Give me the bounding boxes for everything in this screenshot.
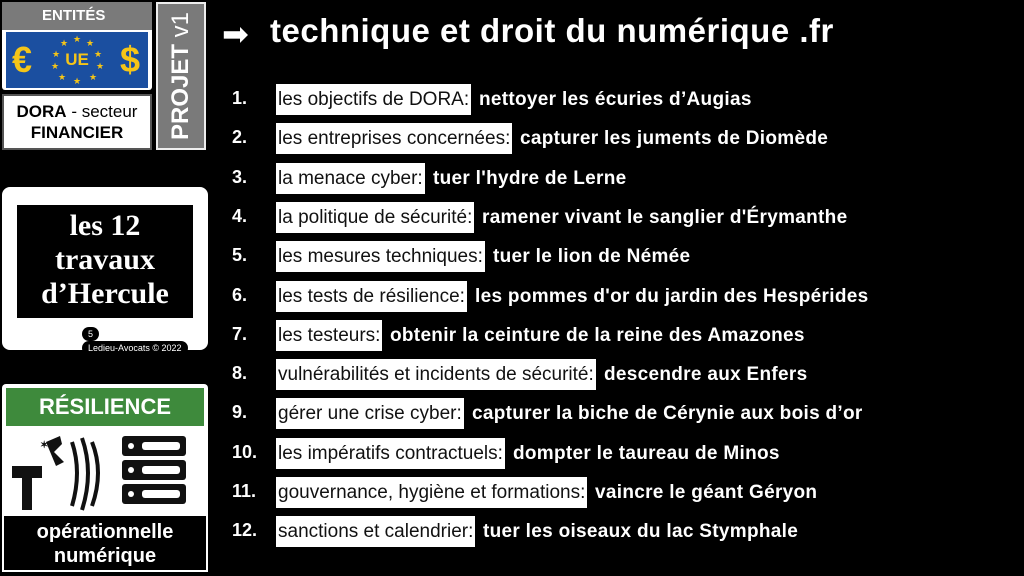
item-labour: les pommes d'or du jardin des Hespérides [469, 281, 874, 312]
entites-panel [2, 2, 152, 90]
item-topic: la menace cyber: [276, 163, 425, 194]
item-labour: capturer les juments de Diomède [514, 123, 834, 154]
item-topic: les impératifs contractuels: [276, 438, 505, 469]
item-number: 2. [232, 127, 248, 148]
projet-version: v1 [167, 11, 194, 44]
hercule-footer [82, 327, 208, 353]
item-topic: gérer une crise cyber: [276, 398, 464, 429]
item-number: 12. [232, 520, 258, 541]
item-labour: dompter le taureau de Minos [507, 438, 786, 469]
resilience-subtitle-line-1: opérationnelle [36, 521, 174, 543]
projet-panel [156, 2, 206, 150]
item-number: 8. [232, 363, 248, 384]
item-number: 5. [232, 245, 248, 266]
hercule-title [17, 205, 193, 318]
item-topic: vulnérabilités et incidents de sécurité: [276, 359, 596, 390]
item-labour: nettoyer les écuries d’Augias [473, 84, 758, 115]
hercule-panel [2, 187, 208, 353]
item-number: 3. [232, 166, 248, 187]
item-labour: obtenir la ceinture de la reine des Amazones [384, 320, 811, 351]
hercule-line-3: d’Hercule [41, 277, 169, 310]
arrow-right-icon: ➡ [222, 16, 249, 52]
hammer-server-icon [10, 432, 200, 512]
item-topic: les entreprises concernées: [276, 123, 512, 154]
item-labour: vaincre le géant Géryon [589, 477, 823, 508]
item-number: 9. [232, 402, 248, 423]
item-labour: descendre aux Enfers [598, 359, 813, 390]
item-number: 1. [232, 88, 248, 108]
item-labour: tuer l'hydre de Lerne [427, 163, 632, 194]
item-topic: sanctions et calendrier: [276, 516, 475, 547]
item-labour: capturer la biche de Cérynie aux bois d’or [466, 398, 869, 429]
resilience-subtitle-line-2: numérique [53, 545, 157, 567]
dollar-symbol: $ [119, 39, 140, 80]
dora-secteur-label: - secteur [66, 102, 138, 121]
item-topic: les objectifs de DORA: [276, 84, 471, 115]
hercule-line-1: les 12 [69, 209, 141, 242]
resilience-subtitle [2, 514, 208, 572]
item-labour: ramener vivant le sanglier d'Érymanthe [476, 202, 853, 233]
projet-label: PROJET [167, 43, 194, 141]
item-labour: tuer le lion de Némée [487, 241, 696, 272]
item-topic: les mesures techniques: [276, 241, 485, 272]
item-labour: tuer les oiseaux du lac Stymphale [477, 516, 804, 547]
item-number: 7. [232, 323, 248, 344]
item-number: 4. [232, 205, 248, 226]
item-number: 11. [232, 481, 257, 501]
item-topic: la politique de sécurité: [276, 202, 474, 233]
eu-stars-icon: ★ ★ ★ ★ ★ ★ ★ ★ ★ ★ [51, 34, 105, 86]
dora-panel [2, 94, 152, 150]
page-number: 5 [82, 327, 99, 341]
dora-label: DORA [16, 102, 67, 121]
resilience-panel [2, 384, 208, 572]
item-topic: les tests de résilience: [276, 281, 467, 312]
item-topic: gouvernance, hygiène et formations: [276, 477, 587, 508]
ue-label: UE [65, 50, 89, 69]
page-title: technique et droit du numérique .fr [270, 12, 834, 49]
entites-label: ENTITÉS [2, 2, 152, 30]
euro-symbol: € [12, 39, 33, 80]
dora-financier-label: FINANCIER [30, 123, 124, 142]
eu-flag-icon [6, 32, 148, 88]
resilience-title: RÉSILIENCE [6, 388, 204, 426]
svg-text:✶: ✶ [40, 440, 49, 451]
item-number: 10. [232, 441, 258, 462]
credit-label: Ledieu-Avocats © 2022 [82, 341, 188, 355]
item-number: 6. [232, 284, 248, 305]
hercule-line-2: travaux [55, 243, 155, 276]
item-topic: les testeurs: [276, 320, 382, 351]
